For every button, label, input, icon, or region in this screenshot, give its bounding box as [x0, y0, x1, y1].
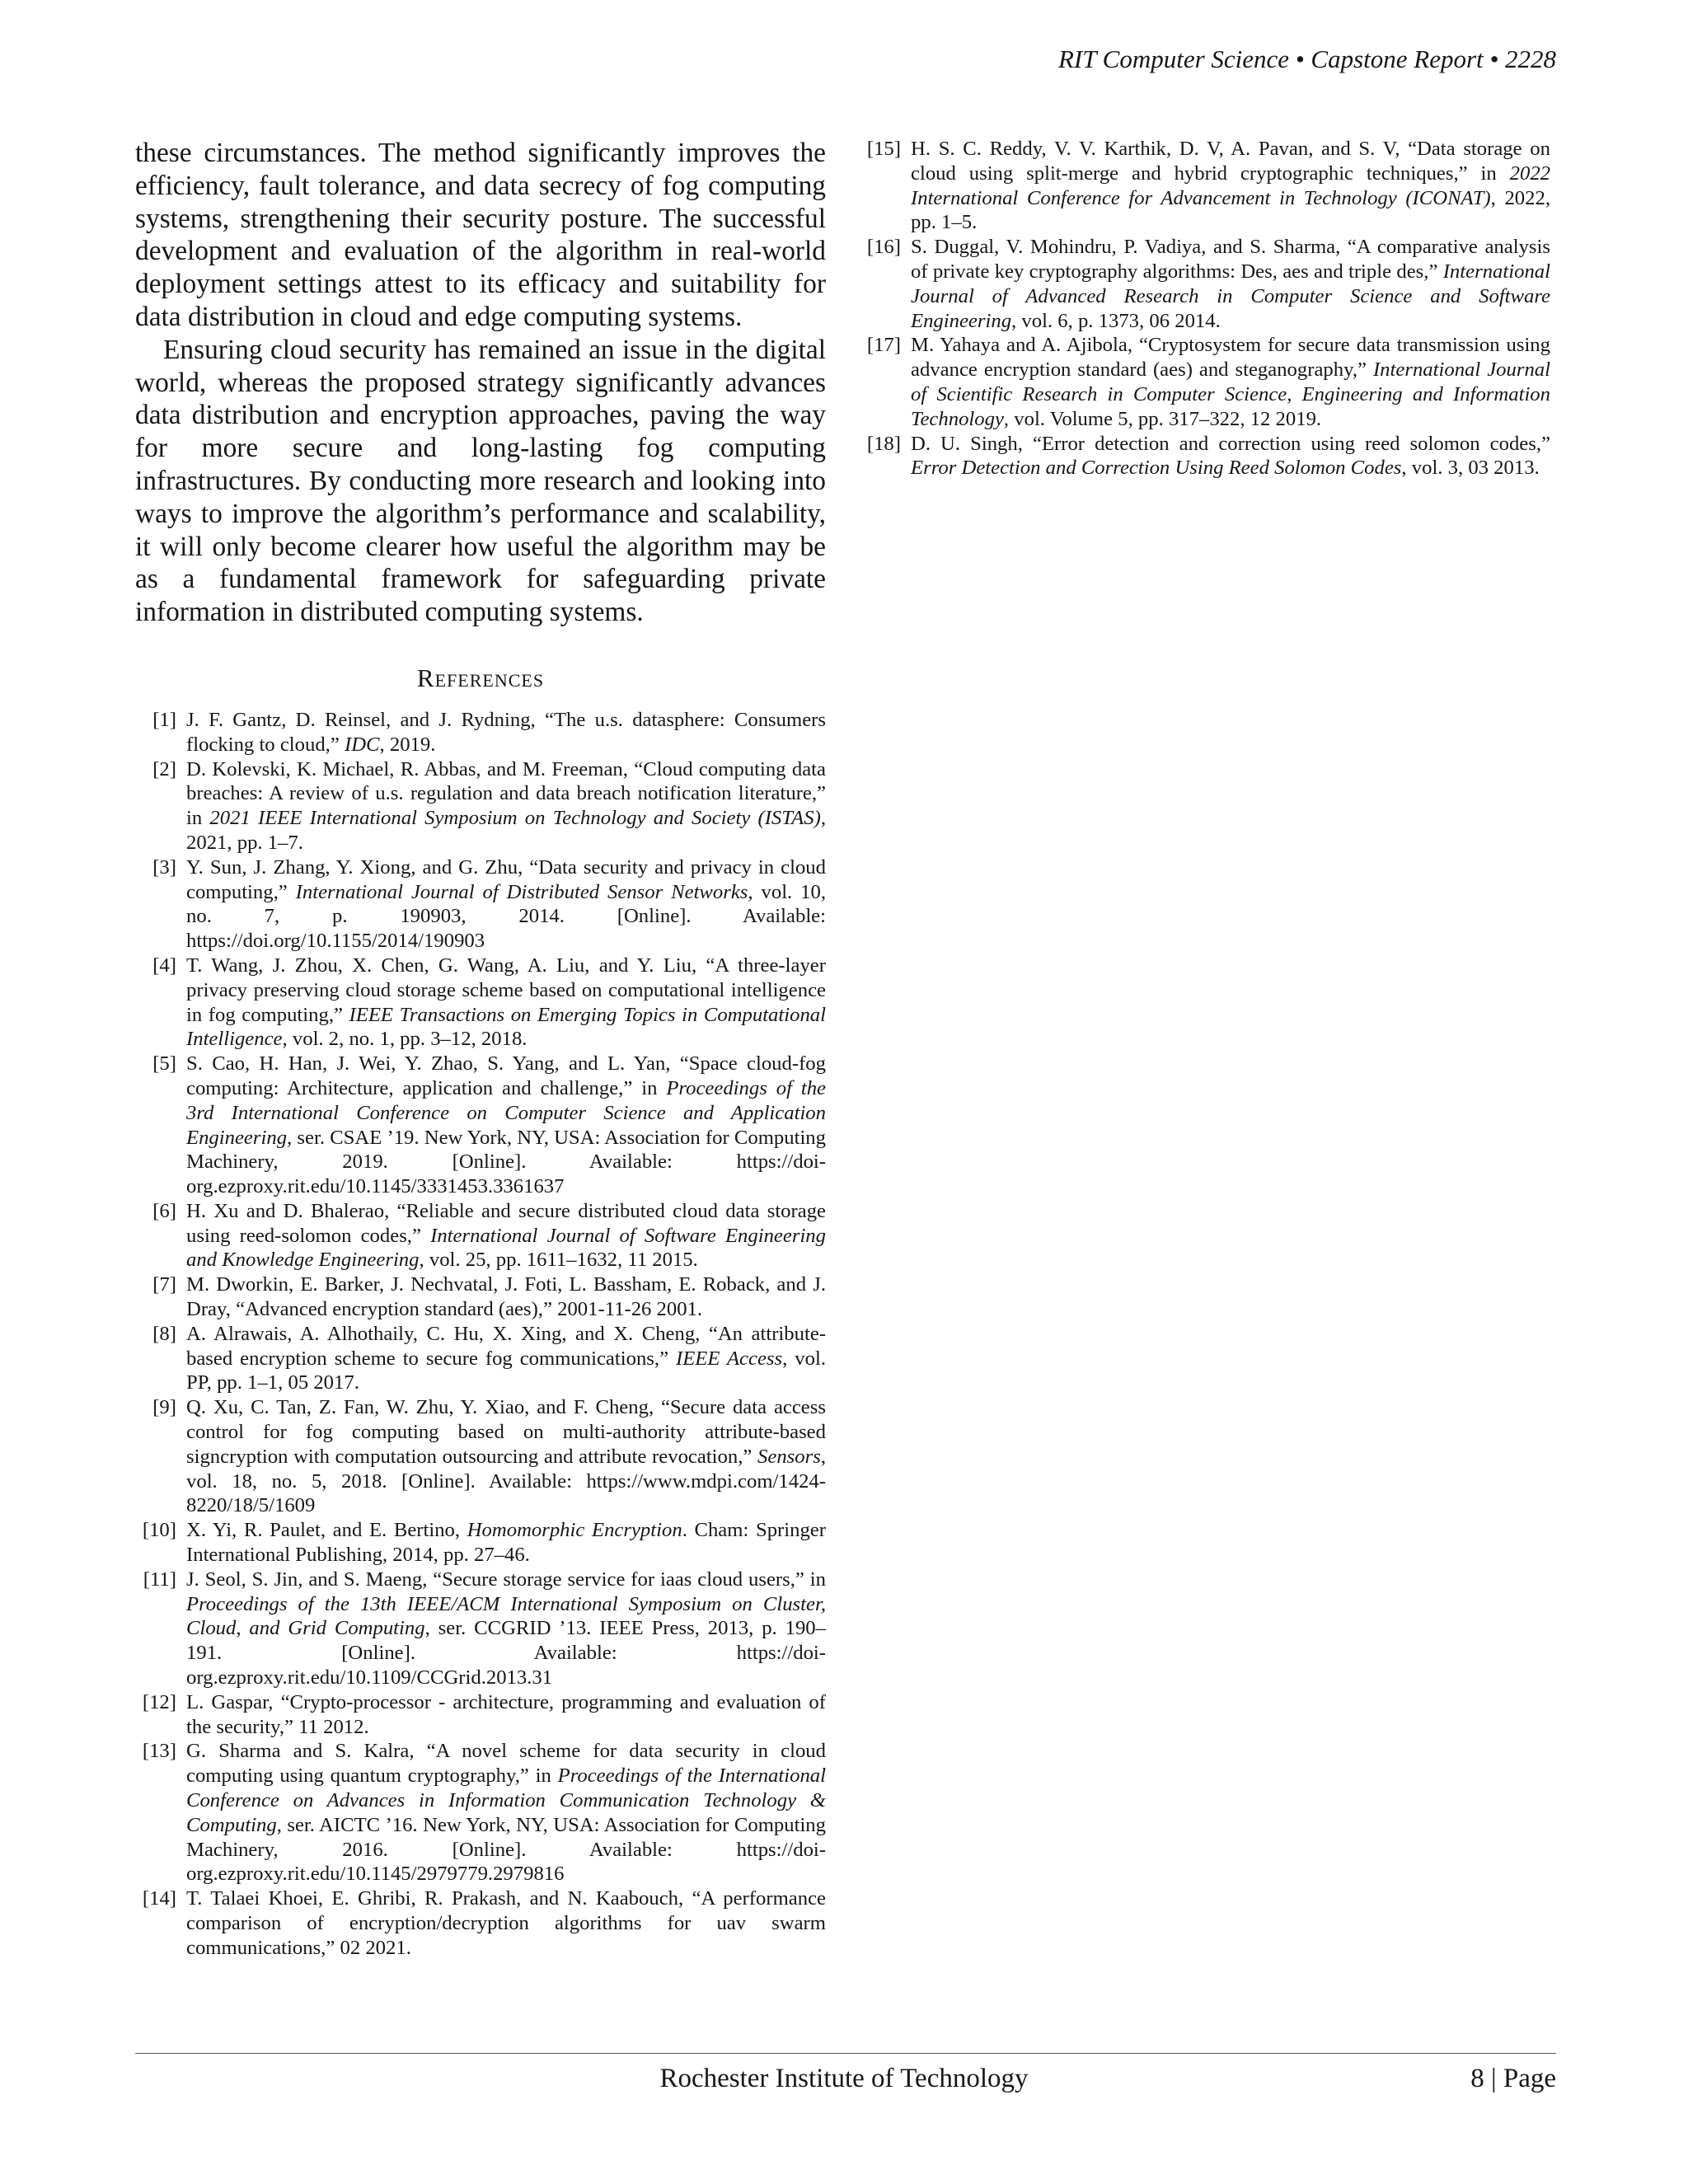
reference-item: [135, 855, 826, 954]
reference-segment: J. Seol, S. Jin, and S. Maeng, “Secure storage service for iaas cloud users,” in: [186, 1568, 826, 1591]
body-paragraph-1: these circumstances. The method significantly improves the efficiency, fault tolerance, and data secrecy of fog computing systems, strengthening their security posture. The successful development and evaluation of the algorithm in real-world deployment settings attest to its efficacy and suitability for data distribution in cloud and edge computing systems.: [135, 138, 826, 332]
reference-text: [911, 333, 1550, 431]
reference-number: [10]: [142, 1519, 176, 1542]
reference-text: [186, 1690, 826, 1740]
reference-venue: Error Detection and Correction Using Reed Solomon Codes: [911, 457, 1402, 480]
reference-text: [186, 757, 826, 855]
reference-segment: M. Yahaya and A. Ajibola, “Cryptosystem for secure data transmission using advance encryption standard (aes) and steganography,”: [911, 334, 1550, 382]
reference-segment: T. Talaei Khoei, E. Ghribi, R. Prakash, and N. Kaabouch, “A performance comparison of encryption/decryption algorithms for uav swarm communications,” 02 2021.: [186, 1887, 826, 1959]
reference-number: [2]: [152, 757, 176, 780]
reference-item: [135, 1568, 826, 1690]
reference-text: [911, 235, 1550, 333]
right-column: [860, 137, 1550, 480]
reference-venue: IEEE Transactions on Emerging Topics in Computational Intelligence: [186, 1003, 826, 1051]
reference-segment: A. Alrawais, A. Alhothaily, C. Hu, X. Xing, and X. Cheng, “An attribute-based encryption scheme to secure fog communications,”: [186, 1322, 826, 1370]
reference-segment: T. Wang, J. Zhou, X. Chen, G. Wang, A. Liu, and Y. Liu, “A three-layer privacy preserving cloud storage scheme based on computational intelligence in fog computing,”: [186, 954, 826, 1026]
reference-segment: , vol. 6, p. 1373, 06 2014.: [1011, 309, 1221, 332]
reference-segment: , ser. AICTC ’16. New York, NY, USA: Association for Computing Machinery, 2016. [Online]. Available: https://doi-org.ezproxy.rit.edu/10.1145/2979779.2979816: [186, 1813, 826, 1886]
reference-text: [186, 954, 826, 1052]
reference-segment: , vol. 25, pp. 1611–1632, 11 2015.: [419, 1249, 698, 1272]
reference-segment: H. S. C. Reddy, V. V. Karthik, D. V, A. Pavan, and S. V, “Data storage on cloud using split-merge and hybrid cryptographic techniques,” in: [911, 138, 1550, 185]
reference-number: [3]: [152, 855, 176, 879]
reference-segment: D. Kolevski, K. Michael, R. Abbas, and M. Freeman, “Cloud computing data breaches: A review of u.s. regulation and data breach notification literature,” in: [186, 757, 826, 830]
reference-segment: . Cham: Springer International Publishing, 2014, pp. 27–46.: [186, 1519, 826, 1567]
reference-number: [9]: [152, 1396, 176, 1419]
reference-number: [15]: [866, 138, 901, 160]
running-header: RIT Computer Science • Capstone Report • 2228: [1057, 45, 1556, 73]
reference-text: [186, 1886, 826, 1960]
reference-item: [135, 1886, 826, 1960]
reference-segment: , 2021, pp. 1–7.: [186, 807, 826, 854]
reference-text: [186, 1272, 826, 1322]
reference-segment: , vol. 3, 03 2013.: [1401, 457, 1540, 480]
reference-segment: , ser. CSAE ’19. New York, NY, USA: Association for Computing Machinery, 2019. [Online]. Available: https://doi-org.ezproxy.rit.edu/10.1145/3331453.3361637: [186, 1126, 826, 1198]
reference-segment: , ser. CCGRID ’13. IEEE Press, 2013, p. 190–191. [Online]. Available: https://doi-org.ezproxy.rit.edu/10.1109/CCGrid.2013.31: [186, 1617, 826, 1690]
reference-number: [6]: [152, 1199, 176, 1222]
reference-venue: Proceedings of the 13th IEEE/ACM International Symposium on Cluster, Cloud, and Grid Computing: [186, 1592, 826, 1640]
reference-text: [186, 855, 826, 954]
reference-segment: X. Yi, R. Paulet, and E. Bertino,: [186, 1519, 467, 1542]
reference-item: [135, 1199, 826, 1272]
reference-item: [135, 1690, 826, 1740]
reference-venue: Proceedings of the 3rd International Conference on Computer Science and Application Engineering: [186, 1076, 826, 1149]
reference-segment: , 2019.: [379, 733, 436, 756]
reference-segment: S. Cao, H. Han, J. Wei, Y. Zhao, S. Yang, and L. Yan, “Space cloud-fog computing: Architecture, application and challenge,” in: [186, 1052, 826, 1099]
reference-venue: 2021 IEEE International Symposium on Technology and Society (ISTAS): [209, 807, 821, 830]
reference-segment: , vol. 18, no. 5, 2018. [Online]. Available: https://www.mdpi.com/1424-8220/18/5/1609: [186, 1445, 826, 1517]
reference-segment: , vol. PP, pp. 1–1, 05 2017.: [186, 1347, 827, 1394]
reference-item: [860, 235, 1550, 333]
body-text: [135, 137, 826, 629]
reference-item: [860, 333, 1550, 431]
reference-segment: J. F. Gantz, D. Reinsel, and J. Rydning, “The u.s. datasphere: Consumers flocking to cloud,”: [186, 708, 826, 756]
reference-segment: , vol. Volume 5, pp. 317–322, 12 2019.: [1003, 407, 1322, 430]
reference-number: [17]: [866, 334, 901, 357]
reference-number: [14]: [142, 1887, 176, 1910]
left-column: [135, 137, 826, 1961]
reference-segment: Y. Sun, J. Zhang, Y. Xiong, and G. Zhu, “Data security and privacy in cloud computing,”: [186, 855, 826, 903]
reference-text: [186, 1568, 826, 1690]
reference-item: [135, 1739, 826, 1886]
reference-text: [186, 1199, 826, 1272]
reference-venue: Sensors: [757, 1445, 821, 1468]
reference-text: [186, 708, 826, 757]
reference-item: [135, 757, 826, 855]
reference-venue: International Journal of Scientific Research in Computer Science, Engineering and Information Technology: [911, 359, 1550, 430]
reference-number: [4]: [152, 954, 176, 977]
reference-item: [135, 954, 826, 1052]
reference-segment: S. Duggal, V. Mohindru, P. Vadiya, and S. Sharma, “A comparative analysis of private key cryptography algorithms: Des, aes and triple des,”: [911, 236, 1550, 283]
reference-number: [11]: [143, 1568, 176, 1591]
reference-segment: , vol. 10, no. 7, p. 190903, 2014. [Online]. Available: https://doi.org/10.1155/2014/190903: [186, 880, 826, 953]
reference-number: [7]: [152, 1273, 176, 1296]
reference-list-right: [860, 137, 1550, 480]
reference-venue: Homomorphic Encryption: [467, 1519, 682, 1542]
footer-institution: Rochester Institute of Technology: [659, 2064, 1029, 2093]
reference-venue: Proceedings of the International Conference on Advances in Information Communication Technology & Computing: [186, 1765, 826, 1836]
reference-number: [16]: [866, 236, 901, 259]
reference-venue: IDC: [344, 733, 380, 756]
body-paragraph-2: Ensuring cloud security has remained an issue in the digital world, whereas the proposed strategy significantly advances data distribution and encryption approaches, paving the way for more secure and long-lasting fog computing infrastructures. By conducting more research and looking into ways to improve the algorithm’s performance and scalability, it will only become clearer how useful the algorithm may be as a fundamental framework for safeguarding private information in distributed computing systems.: [135, 334, 826, 628]
reference-venue: International Journal of Advanced Research in Computer Science and Software Engineering: [911, 260, 1550, 332]
references-heading: References: [416, 663, 545, 692]
reference-item: [135, 1322, 826, 1395]
reference-item: [860, 137, 1550, 235]
reference-venue: IEEE Access: [676, 1347, 783, 1370]
reference-venue: International Journal of Software Engineering and Knowledge Engineering: [186, 1224, 826, 1272]
reference-number: [12]: [142, 1690, 176, 1713]
reference-segment: Q. Xu, C. Tan, Z. Fan, W. Zhu, Y. Xiao, and F. Cheng, “Secure data access control for fog computing based on multi-authority attribute-based signcryption with computation outsourcing and attribute revocation,”: [186, 1396, 826, 1468]
reference-segment: M. Dworkin, E. Barker, J. Nechvatal, J. Foti, L. Bassham, E. Roback, and J. Dray, “Advanced encryption standard (aes),” 2001-11-26 2001.: [186, 1273, 826, 1321]
reference-item: [135, 1395, 826, 1518]
reference-number: [18]: [866, 432, 901, 455]
reference-segment: G. Sharma and S. Kalra, “A novel scheme for data security in cloud computing using quantum cryptography,” in: [186, 1740, 826, 1788]
reference-text: [911, 432, 1550, 481]
reference-text: [186, 1322, 826, 1395]
reference-text: [186, 1518, 826, 1568]
reference-text: [186, 1395, 826, 1518]
reference-item: [860, 432, 1550, 481]
reference-number: [8]: [152, 1322, 176, 1345]
reference-segment: , vol. 2, no. 1, pp. 3–12, 2018.: [282, 1028, 528, 1051]
reference-list-left: [135, 708, 826, 1961]
reference-segment: H. Xu and D. Bhalerao, “Reliable and secure distributed cloud data storage using reed-solomon codes,”: [186, 1199, 826, 1247]
reference-segment: D. U. Singh, “Error detection and correction using reed solomon codes,”: [911, 432, 1550, 455]
reference-segment: , 2022, pp. 1–5.: [911, 186, 1550, 234]
reference-item: [135, 1272, 826, 1322]
reference-number: [13]: [142, 1740, 176, 1763]
reference-text: [911, 137, 1550, 235]
reference-segment: L. Gaspar, “Crypto-processor - architecture, programming and evaluation of the security,” 11 2012.: [186, 1690, 826, 1738]
reference-text: [186, 1052, 826, 1199]
reference-item: [135, 1052, 826, 1199]
reference-item: [135, 708, 826, 757]
reference-text: [186, 1739, 826, 1886]
footer-rule: [135, 2053, 1556, 2054]
reference-number: [5]: [152, 1052, 176, 1076]
footer-page-number: 8 | Page: [1470, 2064, 1556, 2093]
reference-venue: 2022 International Conference for Advancement in Technology (ICONAT): [911, 162, 1550, 209]
reference-number: [1]: [152, 708, 176, 731]
reference-item: [135, 1518, 826, 1568]
reference-venue: International Journal of Distributed Sensor Networks: [295, 880, 748, 903]
